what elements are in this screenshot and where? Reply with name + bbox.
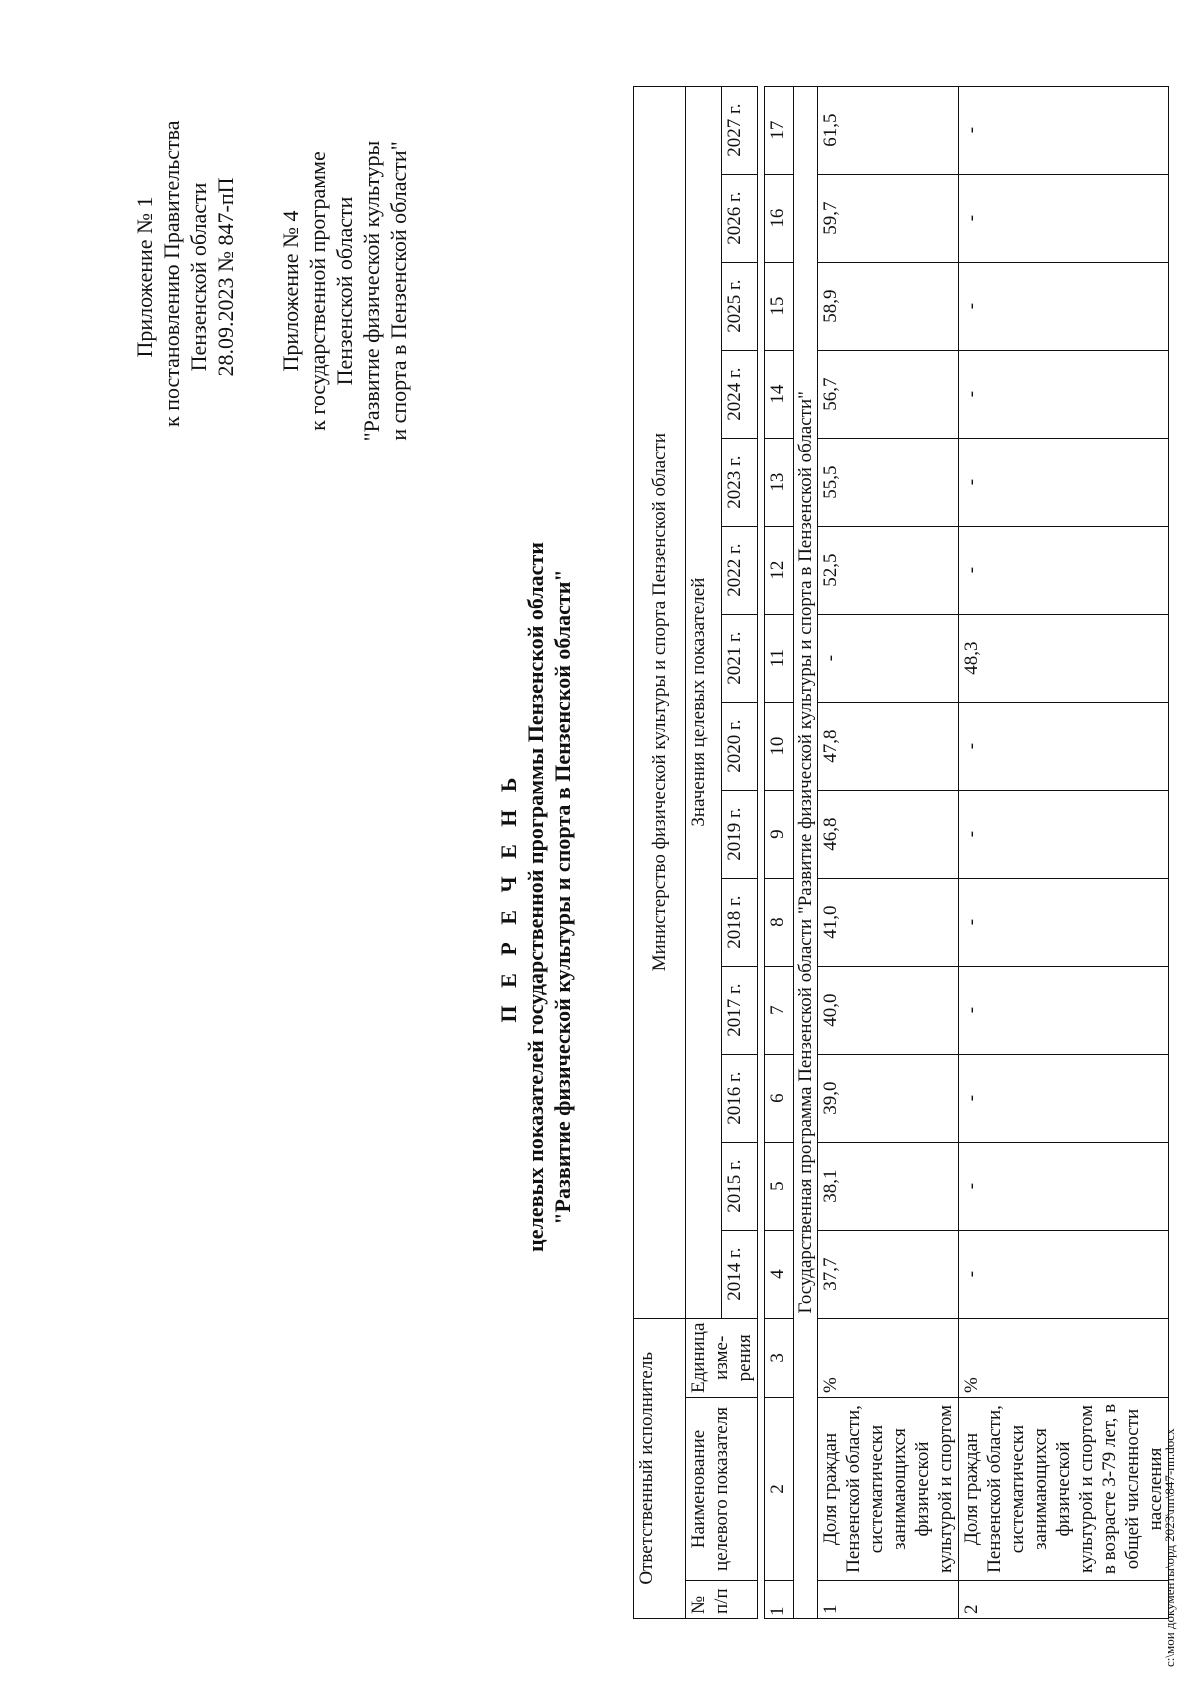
appendix-1-header: [131, 120, 239, 427]
responsible-value: Министерство физической культуры и спорта Пензенской области: [634, 86, 686, 1318]
table-gap: [758, 86, 765, 1618]
section-title: Государственная программа Пензенской области "Развитие физической культуры и спорта в Пензенской области": [794, 86, 818, 1618]
column-number: 17: [765, 86, 794, 174]
indicator-value: -: [959, 262, 1169, 350]
indicator-value: -: [959, 1230, 1169, 1318]
header-year: 2018 г.: [722, 878, 758, 966]
column-number: 11: [765, 614, 794, 702]
indicator-value: -: [959, 174, 1169, 262]
column-number: 16: [765, 174, 794, 262]
indicator-value: 38,1: [818, 1142, 959, 1230]
indicator-value: -: [959, 526, 1169, 614]
indicator-value: -: [959, 790, 1169, 878]
indicator-value: 46,8: [818, 790, 959, 878]
document-title: П Е Р Е Ч Е Н Ь: [496, 771, 521, 1023]
column-number: 12: [765, 526, 794, 614]
column-number: 2: [765, 1398, 794, 1581]
appendix-4-line: Приложение № 4: [278, 210, 303, 372]
header-unit: Единица изме-рения: [686, 1318, 758, 1397]
header-year: 2015 г.: [722, 1142, 758, 1230]
appendix-4-header: [277, 101, 412, 481]
header-year: 2024 г.: [722, 350, 758, 438]
header-year: 2026 г.: [722, 174, 758, 262]
indicator-value: 48,3: [959, 614, 1169, 702]
indicator-unit: %: [818, 1318, 959, 1397]
column-number: 9: [765, 790, 794, 878]
header-year: 2027 г.: [722, 86, 758, 174]
indicator-value: 58,9: [818, 262, 959, 350]
indicator-value: -: [959, 350, 1169, 438]
appendix-4-line: и спорта в Пензенской области": [386, 141, 411, 441]
header-year: 2025 г.: [722, 262, 758, 350]
appendix-4-line: Пензенской области: [332, 196, 357, 386]
file-path-footer: c:\мои документы\орд 2023\пп\847-пп.docx: [1162, 1428, 1177, 1667]
column-number: 3: [765, 1318, 794, 1397]
header-year: 2021 г.: [722, 614, 758, 702]
table-row: [818, 86, 959, 1618]
document-subtitle-line-2: "Развитие физической культуры и спорта в Пензенской области": [550, 569, 575, 1225]
document-heading: [495, 217, 576, 1577]
header-year: 2016 г.: [722, 1054, 758, 1142]
indicators-table: [633, 86, 1169, 1619]
indicator-value: -: [959, 702, 1169, 790]
column-number: 6: [765, 1054, 794, 1142]
header-indicator-name: Наименование целевого показателя: [686, 1398, 758, 1581]
indicator-name: Доля граждан Пензенской области, систематически занимающихся физической культурой и спортом в возрасте 3-79 лет, в общей численности населения: [959, 1398, 1169, 1581]
indicator-value: 41,0: [818, 878, 959, 966]
row-number: 2: [959, 1581, 1169, 1619]
column-number: 15: [765, 262, 794, 350]
column-number: 5: [765, 1142, 794, 1230]
indicator-unit: %: [959, 1318, 1169, 1397]
indicator-value: 56,7: [818, 350, 959, 438]
indicator-value: 52,5: [818, 526, 959, 614]
column-number: 14: [765, 350, 794, 438]
column-number: 1: [765, 1581, 794, 1619]
indicator-value: -: [959, 966, 1169, 1054]
document-subtitle-line-1: целевых показателей государственной программы Пензенской области: [523, 542, 548, 1252]
indicator-value: 40,0: [818, 966, 959, 1054]
appendix-1-line: Приложение № 1: [132, 196, 157, 358]
indicator-value: -: [959, 86, 1169, 174]
header-values: Значения целевых показателей: [686, 86, 722, 1318]
row-number: 1: [818, 1581, 959, 1619]
indicator-value: 39,0: [818, 1054, 959, 1142]
appendix-4-line: к государственной программе: [305, 151, 330, 431]
indicator-value: 55,5: [818, 438, 959, 526]
indicator-value: 61,5: [818, 86, 959, 174]
indicator-value: -: [959, 1054, 1169, 1142]
column-number: 8: [765, 878, 794, 966]
indicator-value: -: [959, 1142, 1169, 1230]
appendix-1-line: Пензенской области: [186, 182, 211, 372]
indicator-value: 37,7: [818, 1230, 959, 1318]
appendix-1-line: 28.09.2023 № 847-пП: [213, 177, 238, 377]
column-number: 13: [765, 438, 794, 526]
header-year: 2023 г.: [722, 438, 758, 526]
indicator-value: -: [959, 438, 1169, 526]
column-number: 7: [765, 966, 794, 1054]
header-responsible-label: Ответственный исполнитель: [634, 1318, 686, 1618]
header-year: 2019 г.: [722, 790, 758, 878]
indicator-value: 47,8: [818, 702, 959, 790]
header-year: 2017 г.: [722, 966, 758, 1054]
indicator-value: 59,7: [818, 174, 959, 262]
appendix-4-line: "Развитие физической культуры: [359, 140, 384, 442]
header-number: № п/п: [686, 1581, 758, 1619]
header-year: 2020 г.: [722, 702, 758, 790]
indicator-name: Доля граждан Пензенской области, систематически занимающихся физической культурой и спортом: [818, 1398, 959, 1581]
indicator-value: -: [818, 614, 959, 702]
column-number: 4: [765, 1230, 794, 1318]
header-year: 2022 г.: [722, 526, 758, 614]
appendix-1-line: к постановлению Правительства: [159, 120, 184, 427]
column-number: 10: [765, 702, 794, 790]
table-row: [959, 86, 1169, 1618]
header-year: 2014 г.: [722, 1230, 758, 1318]
indicator-value: -: [959, 878, 1169, 966]
